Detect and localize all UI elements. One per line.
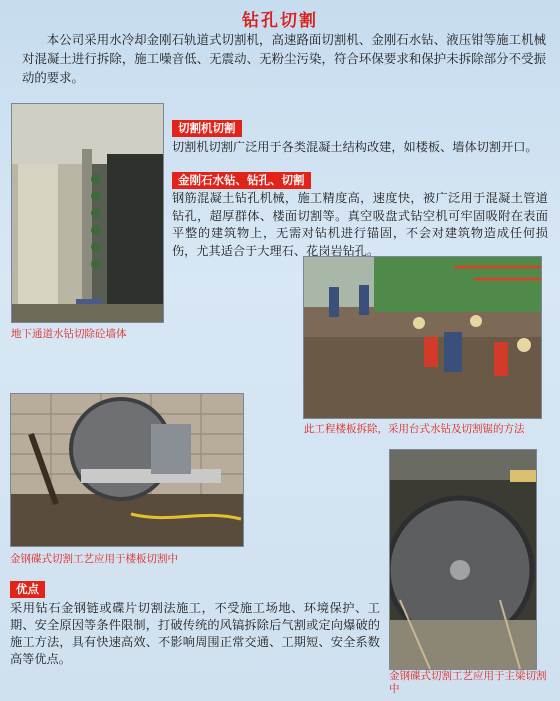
heading-advantages: 优点 [10,581,45,598]
page-title: 钻孔切割 [242,11,318,31]
photo-tunnel-wall-drilling [11,103,164,323]
caption-photo3: 金钢碟式切割工艺应用于楼板切割中 [10,553,178,565]
text-cutting-machine: 切割机切割广泛用于各类混凝土结构改建，如楼板、墙体切割开口。 [172,140,538,154]
caption-photo1: 地下通道水钻切除砼墙体 [11,328,127,340]
caption-photo4: 金钢碟式切割工艺应用于主梁切割中 [389,670,547,695]
photo-floor-slab-demolition [303,256,542,419]
text-diamond-drill: 钢筋混凝土钻孔机械，施工精度高，速度快，被广泛用于混凝土管道钻孔，超厚群体、楼面切割等。真空吸盘式钻空机可牢固吸附在表面平整的建筑物上，无需对钻机进行锚固，不会对建筑物造成任何损伤，尤其适合于大理石、花岗岩钻孔。 [172,191,548,258]
photo-wall-saw-slab [10,393,244,547]
caption-photo2: 此工程楼板拆除，采用台式水钻及切割锯的方法 [304,423,525,435]
photo-beam-disc-saw [389,449,537,670]
text-advantages: 采用钻石金钢链或碟片切割法施工，不受施工场地、环境保护、工期、安全原因等条件限制，打破传统的风镐拆除后气割或定向爆破的施工方法，具有快速高效、不影响周围正常交通、工期短、安全系数高等优点。 [10,601,380,666]
intro-paragraph: 本公司采用水冷却金刚石轨道式切割机，高速路面切割机、金刚石水钻、液压钳等施工机械对混凝土进行拆除，施工噪音低、无震动、无粉尘污染，符合环保要求和保护未拆除部分不受振动的要求。 [22,32,546,85]
heading-diamond-drill: 金刚石水钻、钻孔、切割 [172,172,311,189]
heading-cutting-machine: 切割机切割 [172,120,242,137]
